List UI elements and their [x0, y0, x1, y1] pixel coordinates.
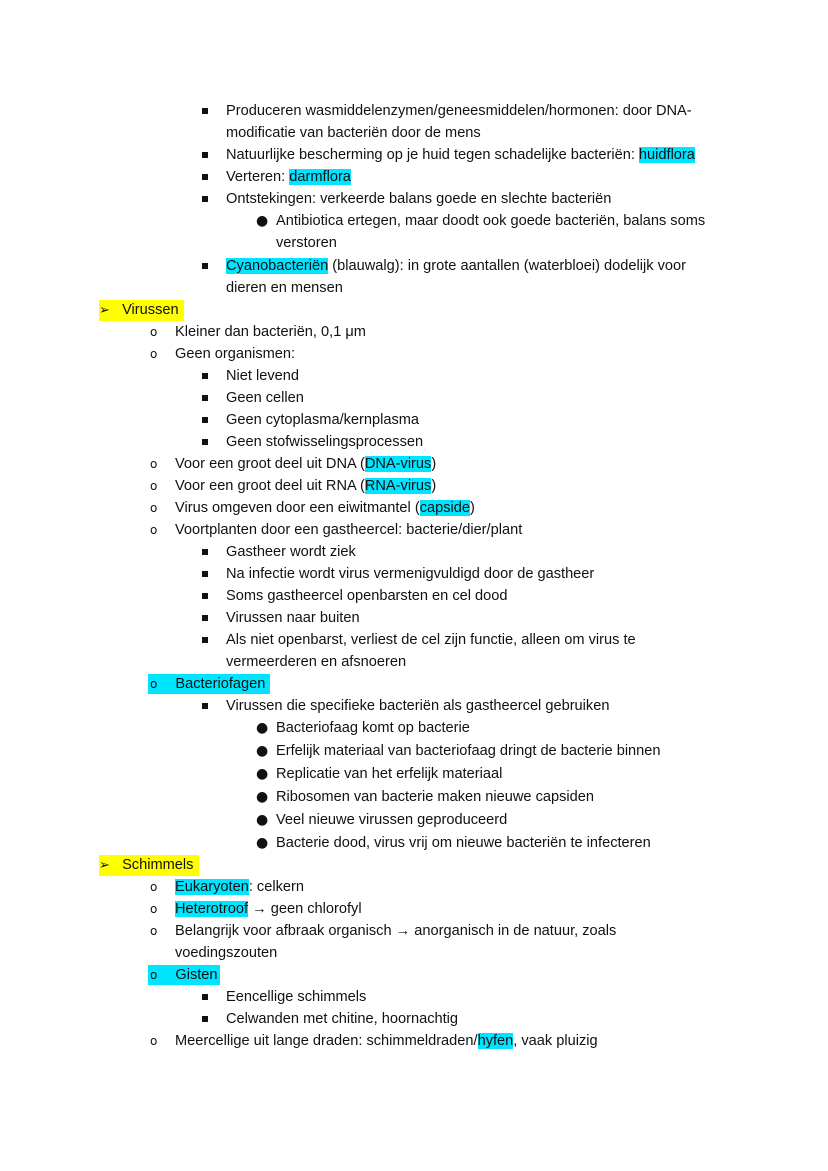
text-line: Cyanobacteriën (blauwalg): in grote aantallen (waterbloei) dodelijk voor	[226, 258, 686, 274]
subheading-bacteriofagen: o Bacteriofagen	[148, 674, 270, 694]
square-bullet	[202, 630, 208, 650]
square-bullet	[202, 586, 208, 606]
dot-bullet: ●	[256, 789, 269, 805]
text-line: vermeerderen en afsnoeren	[226, 654, 407, 670]
text-line: voedingszouten	[175, 945, 278, 961]
text-line: Erfelijk materiaal van bacteriofaag dringt de bacterie binnen	[276, 743, 661, 759]
square-bullet	[202, 542, 208, 562]
text-line: Produceren wasmiddelenzymen/geneesmiddelen/hormonen: door DNA-	[226, 103, 692, 119]
circle-bullet: o	[150, 457, 158, 471]
circle-bullet: o	[150, 924, 158, 938]
circle-bullet: o	[150, 902, 158, 916]
text-line: Voor een groot deel uit DNA (DNA-virus)	[175, 456, 437, 472]
square-bullet	[202, 432, 208, 452]
text-line: Niet levend	[226, 368, 300, 384]
square-bullet	[202, 256, 208, 276]
circle-bullet: o	[150, 880, 158, 894]
arrow-bullet-icon: ➢	[99, 858, 110, 873]
text-line: Geen cytoplasma/kernplasma	[226, 412, 420, 428]
square-bullet	[202, 987, 208, 1007]
text-line: Bacteriofaag komt op bacterie	[276, 720, 470, 736]
square-bullet	[202, 167, 208, 187]
dot-bullet: ●	[256, 766, 269, 782]
text-line: Meercellige uit lange draden: schimmeldraden/hyfen, vaak pluizig	[175, 1033, 598, 1049]
text-line: Antibiotica ertegen, maar doodt ook goede bacteriën, balans soms	[276, 213, 706, 229]
text-line: Soms gastheercel openbarsten en cel dood	[226, 588, 508, 604]
text-line: Virussen naar buiten	[226, 610, 360, 626]
square-bullet	[202, 410, 208, 430]
circle-bullet: o	[150, 325, 158, 339]
highlighted-term: hyfen	[477, 1033, 514, 1049]
text-line: modificatie van bacteriën door de mens	[226, 125, 481, 141]
highlighted-term: huidflora	[638, 147, 695, 163]
square-bullet	[202, 1009, 208, 1029]
dot-bullet: ●	[256, 213, 269, 229]
highlighted-term: darmflora	[289, 169, 351, 185]
text-line: Bacterie dood, virus vrij om nieuwe bacteriën te infecteren	[276, 835, 651, 851]
text-line: Virussen die specifieke bacteriën als gastheercel gebruiken	[226, 698, 610, 714]
text-line: Verteren: darmflora	[226, 169, 351, 185]
square-bullet	[202, 101, 208, 121]
square-bullet	[202, 388, 208, 408]
text-line: Ribosomen van bacterie maken nieuwe capsiden	[276, 789, 595, 805]
highlighted-term: capside	[419, 500, 471, 516]
square-bullet	[202, 564, 208, 584]
text-line: Ontstekingen: verkeerde balans goede en slechte bacteriën	[226, 191, 612, 207]
text-line: Belangrijk voor afbraak organisch → anorganisch in de natuur, zoals	[175, 923, 617, 939]
text-line: Gastheer wordt ziek	[226, 544, 356, 560]
dot-bullet: ●	[256, 743, 269, 759]
square-bullet	[202, 608, 208, 628]
circle-bullet: o	[150, 523, 158, 537]
text-line: Geen cellen	[226, 390, 304, 406]
highlighted-term: Cyanobacteriën	[226, 258, 329, 274]
arrow-right-icon: →	[252, 901, 267, 917]
text-line: Natuurlijke bescherming op je huid tegen schadelijke bacteriën: huidflora	[226, 147, 695, 163]
subheading-gisten: o Gisten	[148, 965, 220, 985]
section-heading-virussen: ➢ Virussen	[99, 300, 184, 321]
dot-bullet: ●	[256, 835, 269, 851]
text-line: Replicatie van het erfelijk materiaal	[276, 766, 503, 782]
square-bullet	[202, 696, 208, 716]
text-line: Heterotroof → geen chlorofyl	[175, 901, 362, 917]
circle-bullet: o	[150, 501, 158, 515]
text-line: Voortplanten door een gastheercel: bacterie/dier/plant	[175, 522, 523, 538]
text-line: verstoren	[276, 235, 337, 251]
text-line: Virus omgeven door een eiwitmantel (capside)	[175, 500, 475, 516]
highlighted-term: RNA-virus	[364, 478, 432, 494]
highlighted-term: Eukaryoten	[175, 879, 249, 895]
text-line: Na infectie wordt virus vermenigvuldigd door de gastheer	[226, 566, 595, 582]
text-line: Veel nieuwe virussen geproduceerd	[276, 812, 508, 828]
arrow-bullet-icon: ➢	[99, 303, 110, 318]
text-line: Kleiner dan bacteriën, 0,1 μm	[175, 324, 366, 340]
text-line: Als niet openbarst, verliest de cel zijn functie, alleen om virus te	[226, 632, 636, 648]
dot-bullet: ●	[256, 720, 269, 736]
text-line: dieren en mensen	[226, 280, 343, 296]
section-heading-schimmels: ➢ Schimmels	[99, 855, 199, 876]
circle-bullet: o	[150, 479, 158, 493]
text-line: Geen stofwisselingsprocessen	[226, 434, 424, 450]
text-line: Geen organismen:	[175, 346, 296, 362]
square-bullet	[202, 189, 208, 209]
text-line: Celwanden met chitine, hoornachtig	[226, 1011, 459, 1027]
text-line: Eukaryoten: celkern	[175, 879, 304, 895]
arrow-right-icon: →	[395, 923, 411, 939]
highlighted-term: Heterotroof	[175, 901, 249, 917]
circle-bullet: o	[150, 347, 158, 361]
dot-bullet: ●	[256, 812, 269, 828]
circle-bullet: o	[150, 1034, 158, 1048]
square-bullet	[202, 366, 208, 386]
square-bullet	[202, 145, 208, 165]
text-line: Voor een groot deel uit RNA (RNA-virus)	[175, 478, 437, 494]
text-line: Eencellige schimmels	[226, 989, 367, 1005]
highlighted-term: DNA-virus	[364, 456, 432, 472]
